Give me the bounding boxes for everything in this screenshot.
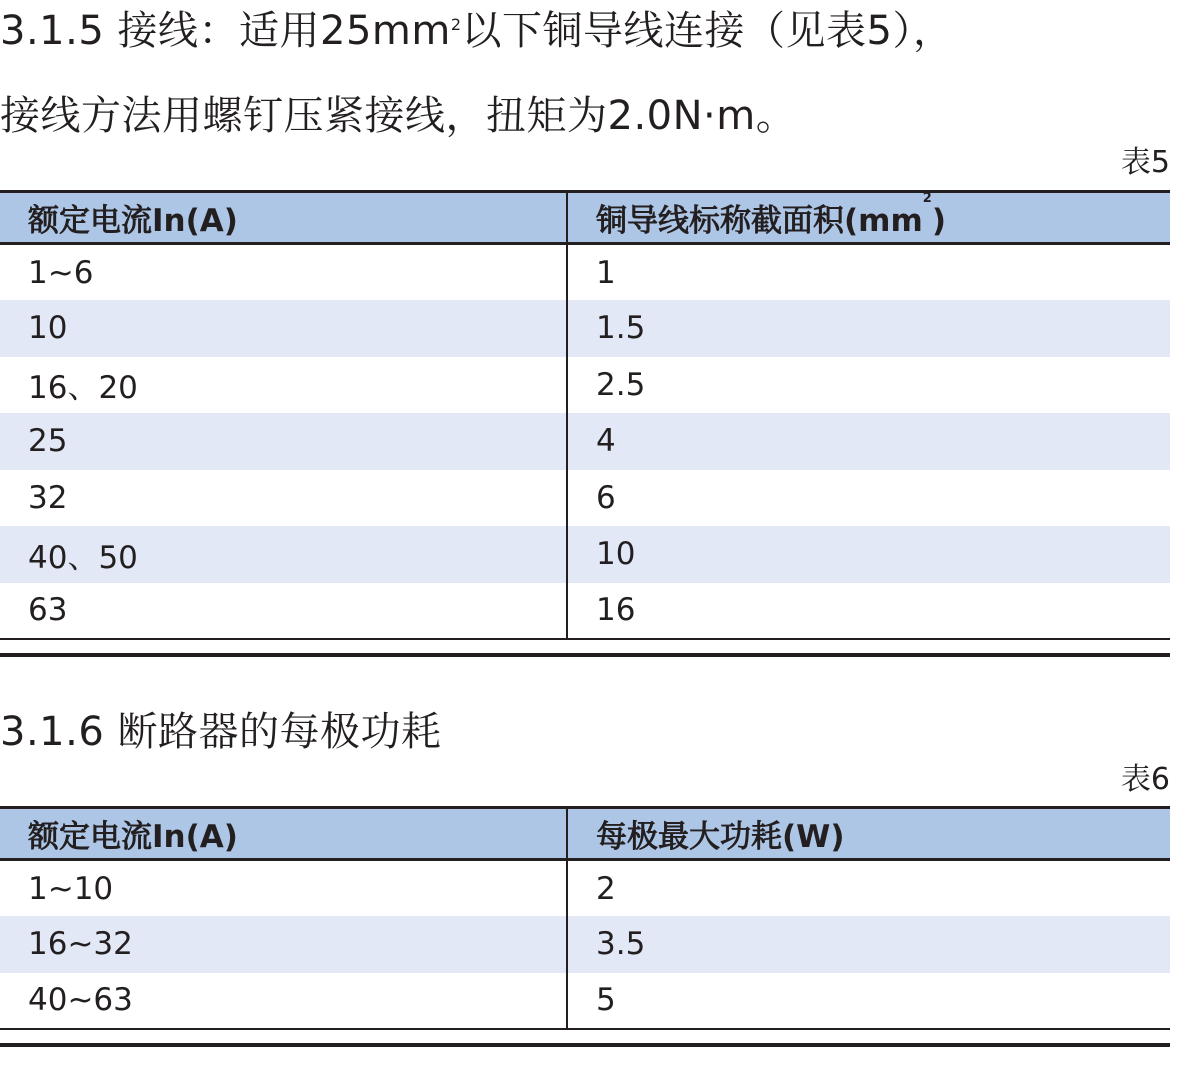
- current-cell: 16~32: [0, 916, 567, 973]
- table5-header-row: [0, 192, 1170, 244]
- section-cell: 1: [596, 254, 616, 291]
- current-cell: 1~10: [0, 860, 567, 917]
- table-row: [0, 583, 1170, 640]
- section-cell: 2.5: [596, 366, 646, 403]
- section-cell: 16: [567, 583, 1170, 640]
- table6-header-power: 每极最大功耗(W): [567, 808, 1170, 860]
- power-cell: 3.5: [567, 916, 1170, 973]
- table-row: [0, 526, 1170, 583]
- table5: [0, 190, 1170, 640]
- table6-caption: 表6: [1120, 762, 1170, 797]
- table-row: [0, 470, 1170, 527]
- table5-bottom-rule: [0, 653, 1170, 657]
- table6-header-current: 额定电流In(A): [0, 808, 567, 860]
- table-row: [0, 244, 1170, 301]
- current-cell: 40、50: [0, 526, 567, 583]
- current-cell: 25: [0, 413, 567, 470]
- section-315-line1-prefix: 3.1.5 接线：适用25mm: [0, 8, 451, 54]
- power-cell: 5: [567, 973, 1170, 1030]
- section-315-line1-suffix: 以下铜导线连接（见表5），: [461, 8, 954, 54]
- current-cell: 16、20: [0, 357, 567, 414]
- superscript-2: 2: [450, 15, 462, 34]
- power-cell: 2: [596, 870, 616, 907]
- table6: [0, 806, 1170, 1030]
- table-row: [0, 300, 1170, 357]
- table5-header-section-close: ): [931, 203, 946, 239]
- table5-header-section-text: 铜导线标称截面积(mm: [596, 203, 923, 239]
- table5-header-section: [567, 192, 1170, 244]
- section-316-heading: 3.1.6 断路器的每极功耗: [0, 709, 442, 755]
- section-315-line1: [0, 7, 953, 55]
- table5-header-current: 额定电流In(A): [0, 192, 567, 244]
- current-cell: 32: [0, 470, 567, 527]
- table6-bottom-rule: [0, 1043, 1170, 1047]
- table-row: [0, 973, 1170, 1030]
- section-315-line2: 接线方法用螺钉压紧接线，扭矩为2.0N·m。: [0, 93, 797, 139]
- current-cell: 63: [0, 583, 567, 640]
- superscript-2: 2: [922, 191, 932, 206]
- current-cell: 40~63: [0, 973, 567, 1030]
- table-row: [0, 916, 1170, 973]
- table-row: [0, 413, 1170, 470]
- table5-caption: 表5: [1120, 145, 1170, 180]
- table6-header-row: [0, 808, 1170, 860]
- table-row: [0, 860, 1170, 917]
- current-cell: 10: [0, 300, 567, 357]
- section-cell: 6: [596, 479, 616, 516]
- section-cell: 10: [567, 526, 1170, 583]
- section-cell: 1.5: [567, 300, 1170, 357]
- table-row: [0, 357, 1170, 414]
- current-cell: 1~6: [0, 244, 567, 301]
- section-cell: 4: [567, 413, 1170, 470]
